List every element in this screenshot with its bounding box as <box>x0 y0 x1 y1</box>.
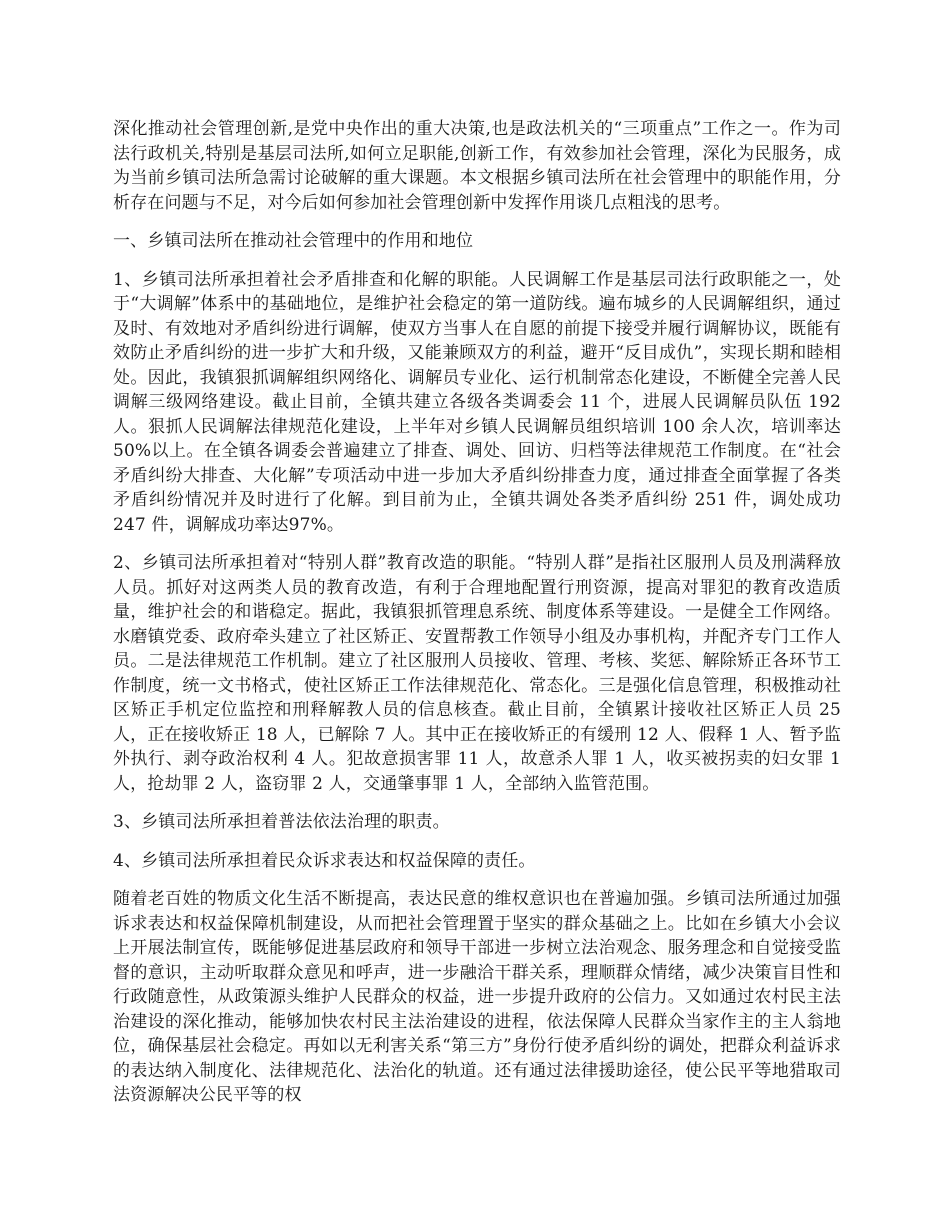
body-paragraph-5: 随着老百姓的物质文化生活不断提高，表达民意的维权意识也在普遍加强。乡镇司法所通过加强诉求表达和权益保障机制建设，从而把社会管理置于坚实的群众基础之上。比如在乡镇大小会议上开展法制宣传，既能够促进基层政府和领导干部进一步树立法治观念、服务理念和自觉接受监督的意识，主动听取群众意见和呼声，进一步融洽干群关系，理顺群众情绪，减少决策盲目性和行政随意性，从政策源头维护人民群众的权益，进一步提升政府的公信力。又如通过农村民主法治建设的深化推动，能够加快农村民主法治建设的进程，依法保障人民群众当家作主的主人翁地位，确保基层社会稳定。再如以无利害关系“第三方”身份行使矛盾纠纷的调处，把群众利益诉求的表达纳入制度化、法律规范化、法治化的轨道。还有通过法律援助途径，使公民平等地猎取司法资源解决公民平等的权 <box>113 889 841 1105</box>
body-paragraph-4: 4、乡镇司法所承担着民众诉求表达和权益保障的责任。 <box>113 850 536 871</box>
section-heading: 一、乡镇司法所在推动社会管理中的作用和地位 <box>113 231 474 251</box>
document-body <box>113 117 841 1122</box>
body-paragraph-3: 3、乡镇司法所承担着普法依法治理的职责。 <box>113 812 450 832</box>
body-paragraph-1: 1、乡镇司法所承担着社会矛盾排查和化解的职能。人民调解工作是基层司法行政职能之一，处于“大调解”体系中的基础地位，是维护社会稳定的第一道防线。遍布城乡的人民调解组织，通过及时、有效地对矛盾纠纷进行调解，使双方当事人在自愿的前提下接受并履行调解协议，既能有效防止矛盾纠纷的进一步扩大和升级，又能兼顾双方的利益，避开“反目成仇”，实现长期和睦相处。因此，我镇狠抓调解组织网络化、调解员专业化、运行机制常态化建设，不断健全完善人民调解三级网络建设。截止目前，全镇共建立各级各类调委会 11 个，进展人民调解员队伍 192 人。狠抓人民调解法律规范化建设，上半年对乡镇人民调解员组织培训 100 余人次，培训率达 50%以上。在全镇各调委会普遍建立了排查、调处、回访、归档等法律规范工作制度。在“社会矛盾纠纷大排查、大化解”专项活动中进一步加大矛盾纠纷排查力度，通过排查全面掌握了各类矛盾纠纷情况并及时进行了化解。到目前为止，全镇共调处各类矛盾纠纷 251 件，调处成功 247 件，调解成功率达97%。 <box>113 269 841 535</box>
intro-paragraph: 深化推动社会管理创新,是党中央作出的重大决策,也是政法机关的“三项重点”工作之一。作为司法行政机关,特别是基层司法所,如何立足职能,创新工作，有效参加社会管理，深化为民服务，成为当前乡镇司法所急需讨论破解的重大课题。本文根据乡镇司法所在社会管理中的职能作用，分析存在问题与不足，对今后如何参加社会管理创新中发挥作用谈几点粗浅的思考。 <box>113 119 841 213</box>
body-paragraph-2: 2、乡镇司法所承担着对“特别人群”教育改造的职能。“特别人群”是指社区服刑人员及刑满释放人员。抓好对这两类人员的教育改造，有利于合理地配置行刑资源，提高对罪犯的教育改造质量，维护社会的和谐稳定。据此，我镇狠抓管理息系统、制度体系等建设。一是健全工作网络。水磨镇党委、政府牵头建立了社区矫正、安置帮教工作领导小组及办事机构，并配齐专门工作人员。二是法律规范工作机制。建立了社区服刑人员接收、管理、考核、奖惩、解除矫正各环节工作制度，统一文书格式，使社区矫正工作法律规范化、常态化。三是强化信息管理，积极推动社区矫正手机定位监控和刑释解教人员的信息核查。截止目前，全镇累计接收社区矫正人员 25 人，正在接收矫正 18 人，已解除 7 人。其中正在接收矫正的有缓刑 12 人、假释 1 人、暂予监外执行、剥夺政治权利 4 人。犯故意损害罪 11 人，故意杀人罪 1 人，收买被拐卖的妇女罪 1 人，抢劫罪 2 人，盗窃罪 2 人，交通肇事罪 1 人，全部纳入监管范围。 <box>113 553 841 794</box>
